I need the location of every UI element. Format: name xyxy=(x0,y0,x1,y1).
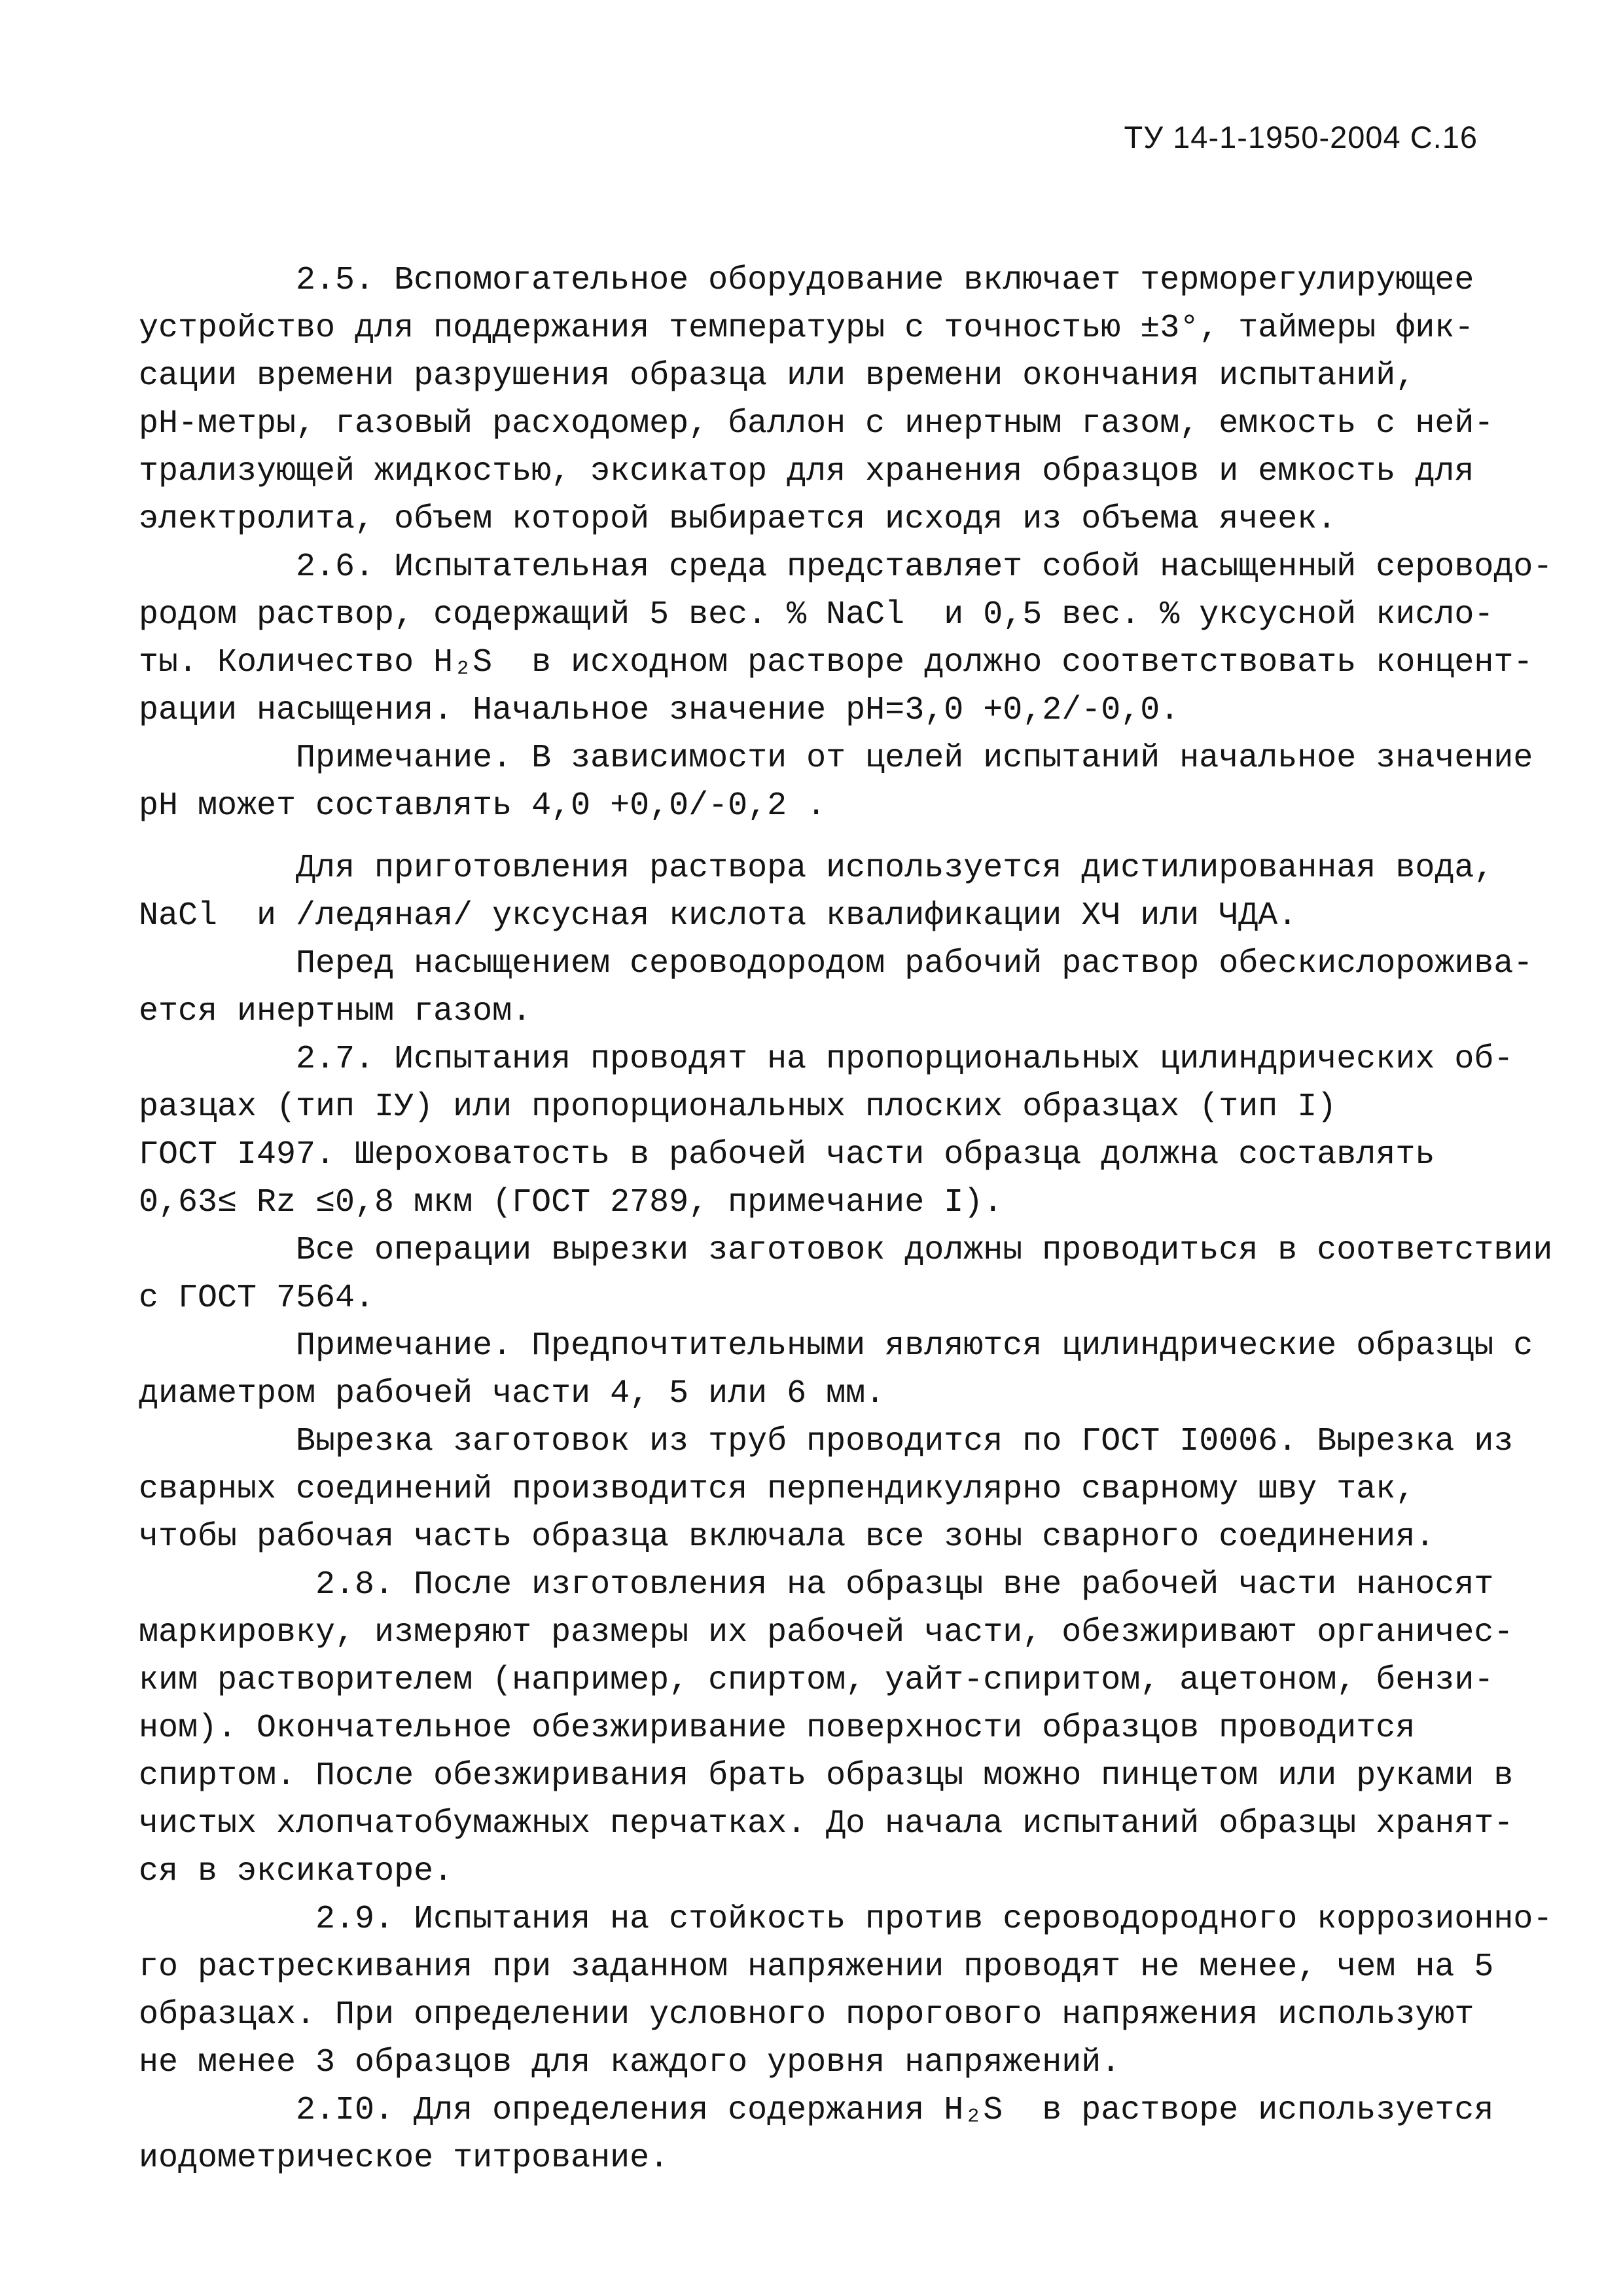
text-line: спиртом. После обезжиривания брать образцы можно пинцетом или руками в xyxy=(139,1757,1514,1795)
text-line: родом раствор, содержащий 5 вес. % NaCl и 0,5 вес. % уксусной кисло- xyxy=(139,596,1494,634)
text-line: NaCl и /ледяная/ уксусная кислота квалификации ХЧ или ЧДА. xyxy=(139,897,1298,935)
text-line: не менее 3 образцов для каждого уровня напряжений. xyxy=(139,2044,1121,2081)
text-line: Перед насыщением сероводородом рабочий раствор обескислороживa- xyxy=(139,945,1533,982)
text-line: ким растворителем (например, спиртом, уайт-спиритом, ацетоном, бензи- xyxy=(139,1662,1494,1699)
text-line: сварных соединений производится перпендикулярно сварному шву так, xyxy=(139,1471,1416,1508)
text-line: диаметром рабочей части 4, 5 или 6 мм. xyxy=(139,1375,885,1412)
text-line: Для приготовления раствора используется дистилированная вода, xyxy=(139,850,1494,887)
text-line: 0,63≤ Rz ≤0,8 мкм (ГОСТ 2789, примечание I). xyxy=(139,1184,1003,1221)
text-line: чистых хлопчатобумажных перчатках. До начала испытаний образцы хранят- xyxy=(139,1805,1514,1842)
paragraph-gap xyxy=(139,830,1526,844)
text-line: ном). Окончательное обезжиривание поверхности образцов проводится xyxy=(139,1710,1416,1747)
text-line: Примечание. Предпочтительными являются цилиндрические образцы с xyxy=(139,1327,1533,1365)
text-line: рации насыщения. Начальное значение рН=3,0 +0,2/-0,0. xyxy=(139,692,1180,729)
text-line: устройство для поддержания температуры с точностью ±3°, таймеры фик- xyxy=(139,310,1474,347)
text-line: 2.9. Испытания на стойкость против сероводородного коррозионно- xyxy=(139,1901,1553,1938)
text-line: рН может составлять 4,0 +0,0/-0,2 . xyxy=(139,787,827,825)
text-line: маркировку, измеряют размеры их рабочей части, обезжиривают органичес- xyxy=(139,1614,1514,1651)
text-line: чтобы рабочая часть образца включала все зоны сварного соединения. xyxy=(139,1518,1435,1556)
text-line: ты. Количество H₂S в исходном растворе должно соответствовать концент- xyxy=(139,644,1533,681)
text-line: образцах. При определении условного порогового напряжения используют xyxy=(139,1996,1474,2034)
text-line: 2.7. Испытания проводят на пропорциональных цилиндрических об- xyxy=(139,1041,1514,1078)
text-line: 2.6. Испытательная среда представляет собой насыщенный сероводо- xyxy=(139,548,1553,586)
text-line: 2.5. Вспомогательное оборудование включает терморегулирующее xyxy=(139,262,1474,299)
text-line: ся в эксикаторе. xyxy=(139,1853,454,1890)
text-line: Все операции вырезки заготовок должны проводиться в соответствии xyxy=(139,1232,1553,1269)
text-line: электролита, объем которой выбирается исходя из объема ячеек. xyxy=(139,501,1337,538)
text-line: ГОСТ I497. Шероховатость в рабочей части образца должна составлять xyxy=(139,1136,1435,1174)
text-line: сации времени разрушения образца или времени окончания испытаний, xyxy=(139,357,1416,395)
text-line: 2.I0. Для определения содержания H₂S в растворе используется xyxy=(139,2092,1494,2129)
text-line: го растрескивания при заданном напряжении проводят не менее, чем на 5 xyxy=(139,1948,1494,1986)
text-line: разцах (тип IУ) или пропорциональных плоских образцах (тип I) xyxy=(139,1088,1337,1126)
text-line: Примечание. В зависимости от целей испытаний начальное значение xyxy=(139,740,1533,777)
text-line: иодометрическое титрование. xyxy=(139,2140,669,2177)
text-line: Вырезка заготовок из труб проводится по ГОСТ I0006. Вырезка из xyxy=(139,1423,1514,1460)
document-body xyxy=(139,257,1553,2182)
text-line: рН-метры, газовый расходомер, баллон с инертным газом, емкость с ней- xyxy=(139,405,1494,442)
text-line: с ГОСТ 7564. xyxy=(139,1280,375,1317)
document-code-header: ТУ 14-1-1950-2004 С.16 xyxy=(1124,120,1478,154)
text-line: 2.8. После изготовления на образцы вне рабочей части наносят xyxy=(139,1566,1494,1604)
text-line: трализующей жидкостью, эксикатор для хранения образцов и емкость для xyxy=(139,453,1474,490)
text-line: ется инертным газом. xyxy=(139,993,532,1030)
